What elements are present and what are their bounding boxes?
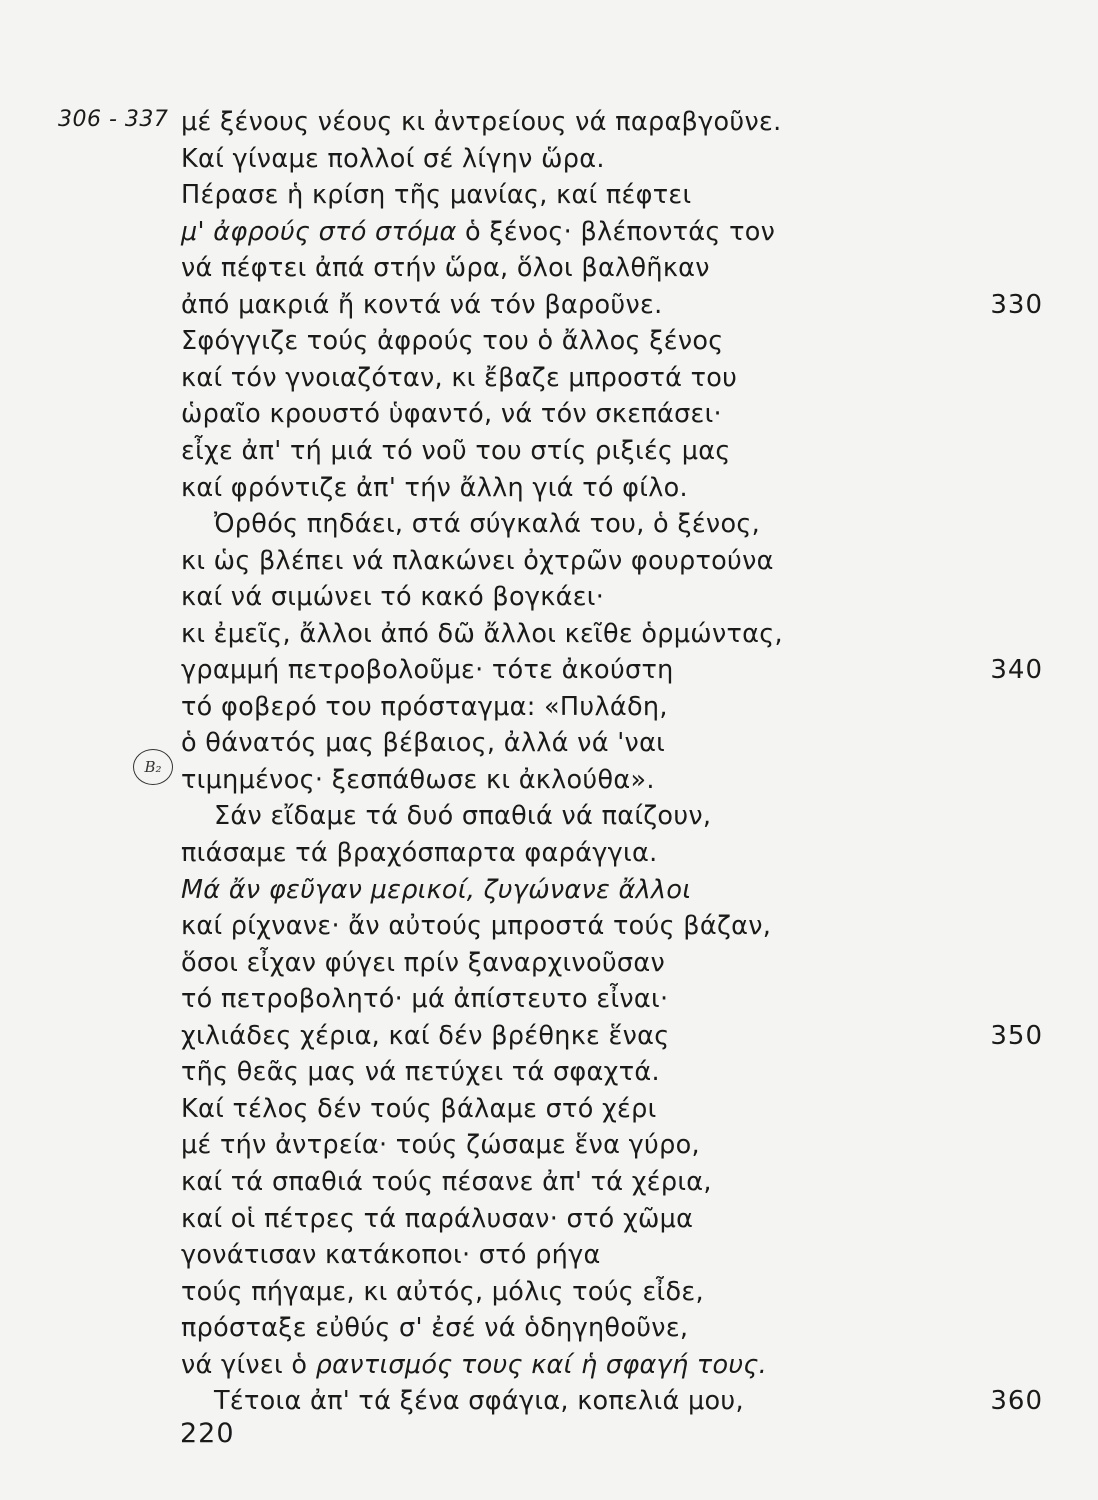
verse-line <box>181 689 668 725</box>
verse-text: καί τόν γνοιαζόταν, κι ἔβαζε μπροστά του <box>181 362 738 393</box>
verse-line <box>181 250 710 286</box>
verse-text: τούς πήγαμε, κι αὐτός, μόλις τούς εἶδε, <box>181 1276 704 1307</box>
verse-line <box>181 981 668 1017</box>
verse-line <box>181 470 688 506</box>
verse-line <box>181 104 782 140</box>
verse-line <box>181 762 655 798</box>
verse-line <box>181 1310 688 1346</box>
verse-line <box>181 1054 660 1090</box>
verse-text: Σάν εἴδαμε τά δυό σπαθιά νά παίζουν, <box>214 801 712 832</box>
verse-line <box>214 1383 744 1419</box>
verse-text: τῆς θεᾶς μας νά πετύχει τά σφαχτά. <box>181 1057 660 1088</box>
verse-line <box>181 652 674 688</box>
verse-text: ὡραῖο κρουστό ὑφαντό, νά τόν σκεπάσει· <box>181 399 722 430</box>
line-number: 340 <box>990 655 1043 686</box>
verse-text: Σφόγγιζε τούς ἀφρούς του ὁ ἄλλος ξένος <box>181 326 724 357</box>
verse-line <box>181 396 722 432</box>
verse-line <box>181 543 774 579</box>
verse-line <box>181 1347 767 1383</box>
italic-text: μ' ἀφρούς στό στόμα <box>181 216 457 247</box>
verse-text: νά γίνει ὁ <box>181 1349 316 1380</box>
page-number: 220 <box>180 1418 235 1449</box>
verse-line <box>181 433 731 469</box>
verse-text: καί φρόντιζε ἀπ' τήν ἄλλη γιά τό φίλο. <box>181 472 688 503</box>
verse-range-label: 306 - 337 <box>58 107 169 132</box>
italic-text: Μά ἄν φεῦγαν μερικοί, ζυγώνανε ἄλλοι <box>181 874 692 905</box>
verse-line <box>181 908 771 944</box>
verse-text: γραμμή πετροβολοῦμε· τότε ἀκούστη <box>181 655 674 686</box>
verse-line <box>181 1091 657 1127</box>
italic-text: ραντισμός τους καί ἡ σφαγή τους. <box>315 1349 768 1380</box>
verse-line <box>181 872 691 908</box>
verse-line <box>181 323 724 359</box>
verse-line <box>214 798 711 834</box>
line-number: 360 <box>990 1386 1043 1417</box>
verse-text: Καί τέλος δέν τούς βάλαμε στό χέρι <box>181 1093 657 1124</box>
verse-text: κι ὡς βλέπει νά πλακώνει ὀχτρῶν φουρτούνα <box>181 545 774 576</box>
verse-text: πρόσταξε εὐθύς σ' ἐσέ νά ὁδηγηθοῦνε, <box>181 1313 689 1344</box>
verse-line <box>181 141 605 177</box>
verse-text: καί νά σιμώνει τό κακό βογκάει· <box>181 582 605 613</box>
line-number: 330 <box>990 289 1043 320</box>
verse-text: Καί γίναμε πολλοί σέ λίγην ὥρα. <box>181 143 605 174</box>
verse-text: καί τά σπαθιά τούς πέσανε ἀπ' τά χέρια, <box>181 1166 712 1197</box>
verse-text: εἶχε ἀπ' τή μιά τό νοῦ του στίς ριξιές μας <box>181 435 731 466</box>
verse-text: πιάσαμε τά βραχόσπαρτα φαράγγια. <box>181 838 658 868</box>
verse-text: νά πέφτει ἀπά στήν ὥρα, ὅλοι βαλθῆκαν <box>181 253 710 284</box>
verse-text: χιλιάδες χέρια, καί δέν βρέθηκε ἕνας <box>181 1020 670 1051</box>
verse-text: Ὀρθός πηδάει, στά σύγκαλά του, ὁ ξένος, <box>214 509 761 540</box>
verse-line <box>181 1127 700 1163</box>
verse-line <box>181 1164 712 1200</box>
verse-line <box>181 360 737 396</box>
verse-text: καί οἱ πέτρες τά παράλυσαν· στό χῶμα <box>181 1203 694 1234</box>
verse-text: κι ἐμεῖς, ἄλλοι ἀπό δῶ ἄλλοι κεῖθε ὁρμώντας, <box>181 618 783 649</box>
verse-line <box>181 177 691 213</box>
verse-line <box>181 1201 693 1237</box>
verse-line <box>181 835 657 871</box>
verse-text: ὁ ξένος· βλέποντάς τον <box>456 216 776 247</box>
verse-text: τό φοβερό του πρόσταγμα: «Πυλάδη, <box>181 691 668 722</box>
verse-line <box>181 214 775 250</box>
verse-line <box>181 945 665 981</box>
verse-text: γονάτισαν κατάκοποι· στό ρήγα <box>181 1240 601 1271</box>
verse-line <box>181 616 783 652</box>
verse-line <box>181 1274 704 1310</box>
verse-text: ὁ θάνατός μας βέβαιος, ἀλλά νά 'ναι <box>181 728 666 759</box>
verse-text: τό πετροβολητό· μά ἀπίστευτο εἶναι· <box>181 984 669 1015</box>
verse-line <box>214 506 760 542</box>
handwritten-margin-mark: B₂ <box>133 749 173 785</box>
verse-text: ἀπό μακριά ἤ κοντά νά τόν βαροῦνε. <box>181 289 663 320</box>
verse-text: καί ρίχνανε· ἄν αὐτούς μπροστά τούς βάζαν, <box>181 911 772 942</box>
verse-line <box>181 287 663 323</box>
verse-text: Πέρασε ἡ κρίση τῆς μανίας, καί πέφτει <box>181 180 692 211</box>
verse-text: ὅσοι εἶχαν φύγει πρίν ξαναρχινοῦσαν <box>181 947 666 978</box>
verse-line <box>181 725 665 761</box>
verse-text: τιμημένος· ξεσπάθωσε κι ἀκλούθα». <box>181 764 655 795</box>
verse-line <box>181 1237 601 1273</box>
verse-text: Τέτοια ἀπ' τά ξένα σφάγια, κοπελιά μου, <box>214 1386 744 1417</box>
line-number: 350 <box>990 1020 1043 1051</box>
verse-line <box>181 579 604 615</box>
verse-line <box>181 1018 670 1054</box>
verse-text: μέ ξένους νέους κι ἀντρείους νά παραβγοῦνε. <box>181 107 782 137</box>
verse-text: μέ τήν ἀντρεία· τούς ζώσαμε ἕνα γύρο, <box>181 1130 700 1161</box>
